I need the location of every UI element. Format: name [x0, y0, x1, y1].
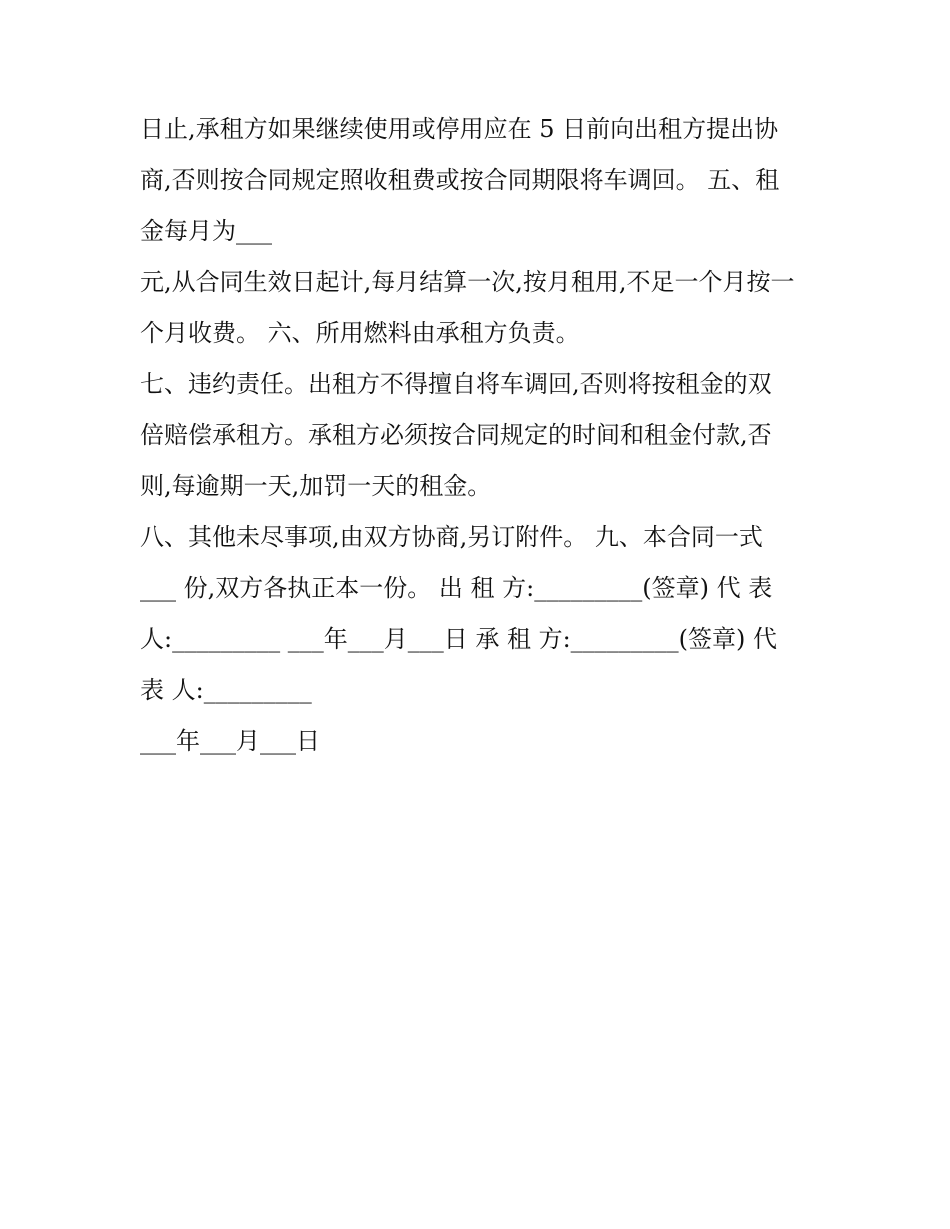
text-line: 个月收费。 六、所用燃料由承租方负责。: [140, 319, 580, 347]
text-line: ___ 份,双方各执正本一份。 出 租 方:_________(签章) 代 表: [140, 574, 773, 602]
text-line: 七、违约责任。出租方不得擅自将车调回,否则将按租金的双: [140, 370, 772, 398]
text-line: 商,否则按合同规定照收租费或按合同期限将车调回。 五、租: [140, 166, 780, 194]
text-line: 八、其他未尽事项,由双方协商,另订附件。 九、本合同一式: [140, 523, 763, 551]
text-line: 倍赔偿承租方。承租方必须按合同规定的时间和租金付款,否: [140, 421, 772, 449]
text-line: 人:_________ ___年___月___日 承 租 方:_________(签章) 代: [140, 625, 778, 653]
text-line: 表 人:_________: [140, 676, 312, 704]
text-line: 则,每逾期一天,加罚一天的租金。: [140, 472, 492, 500]
text-line: ___年___月___日: [140, 727, 320, 755]
text-line: 日止,承租方如果继续使用或停用应在 5 日前向出租方提出协: [140, 115, 779, 143]
text-line: 元,从合同生效日起计,每月结算一次,按月租用,不足一个月按一: [140, 268, 795, 296]
contract-text: [140, 104, 820, 767]
text-line: 金每月为___: [140, 217, 272, 245]
